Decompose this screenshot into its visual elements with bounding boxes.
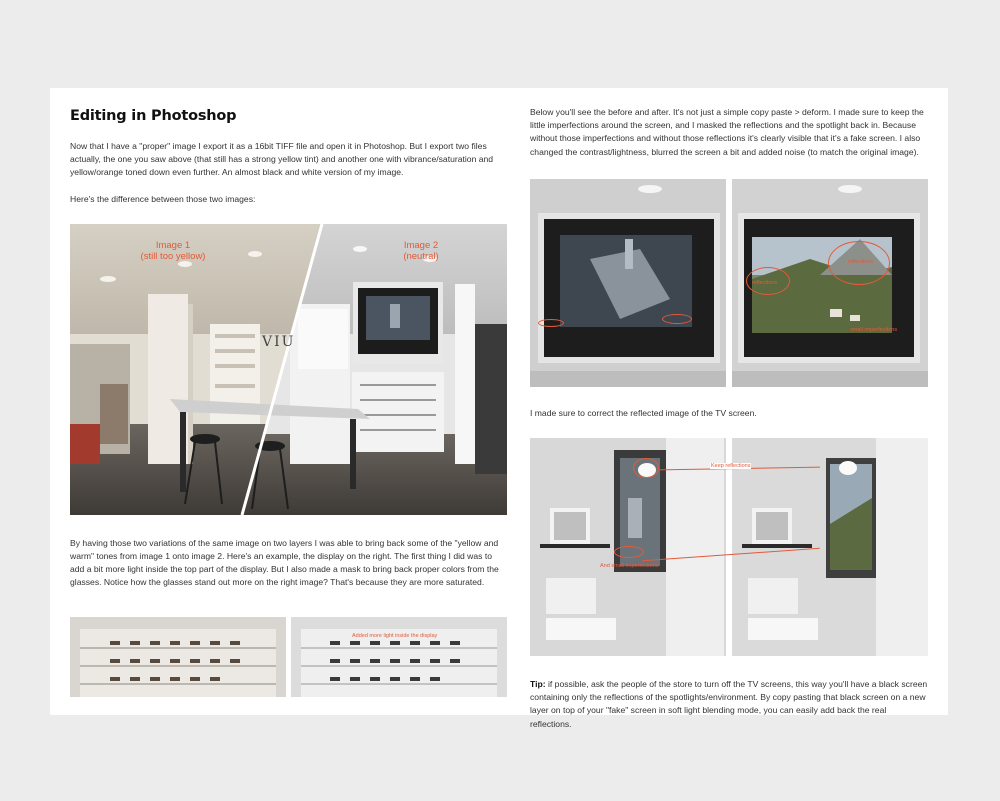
annotation-small-imperfections: small imperfections (850, 326, 898, 333)
image2-subtitle: (neutral) (403, 250, 439, 262)
tip-label: Tip: (530, 679, 546, 690)
annotation-more-light: Added more light inside the display (352, 632, 438, 639)
annotation-ring-keep-reflections (633, 458, 659, 478)
paragraph-intro: Now that I have a "proper" image I export it as a 16bit TIFF file and open it in Photoshop. But I export two files actually, the one you saw above (that still has a strong yellow tint) and another one with vibrance/saturation and yellow/orange toned down even further. An almost black and white version of my image. (70, 141, 494, 178)
glasses-display-photo (70, 617, 507, 697)
paragraph-layers: By having those two variations of the same image on two layers I was able to bring back some of the "yellow and warm" tones from image 1 onto image 2. Here's an example, the display on the right. The first thing I did was to add a bit more light inside the top part of the display. But I also made a mask to bring back proper colors from the glasses. Notice how the glasses stand out more on the right image? That's because they are more saturated. (70, 537, 499, 588)
annotation-ring-small-imperfections (614, 546, 644, 558)
image-comparison-display (70, 617, 507, 697)
image1-subtitle: (still too yellow) (140, 250, 206, 262)
paragraph-before-after: Below you'll see the before and after. It's not just a simple copy paste > deform. I made sure to keep the little imperfections around the screen, and I masked the reflections and the spotlight back in. Because without those imperfections and without those reflections it's clearly visible that it's a fake screen. I also changed the contrast/lightness, blurred the screen a bit and added noise (to match the original image). (530, 107, 924, 157)
paragraph-difference: Here's the difference between those two images: (70, 193, 256, 204)
paragraph-reflected: I made sure to correct the reflected image of the TV screen. (530, 407, 757, 418)
image-comparison-tv (530, 179, 928, 387)
annotation-ring-corner-left (538, 319, 564, 327)
reflection-photo (530, 438, 928, 656)
annotation-reflections-right: reflections (848, 258, 874, 265)
article-page (50, 88, 948, 729)
annotation-keep-reflections: Keep reflections (711, 463, 751, 470)
section-heading: Editing in Photoshop (70, 108, 237, 124)
image2-label (366, 240, 476, 262)
image-comparison-reflection (530, 438, 928, 656)
tip-text: if possible, ask the people of the store to turn off the TV screens, this way you'll have a black screen containing only the reflections of the spotlights/environment. By copy pasting that black screen on a new layer on top of your "fake" screen in soft light blending mode, you can easily add back the real reflections. (530, 679, 928, 729)
image1-label (118, 240, 228, 262)
store-logo: VIU (262, 333, 296, 350)
image2-title: Image 2 (403, 239, 439, 251)
image-comparison-store (70, 224, 507, 515)
right-column (530, 106, 928, 731)
left-column (70, 108, 507, 697)
store-interior-photo (70, 224, 507, 515)
paragraph-tip (530, 678, 928, 731)
annotation-ring-imperfection-left (662, 314, 692, 324)
annotation-reflections-left: reflections (752, 279, 778, 286)
annotation-and-small-imperfections: And small imperfections (600, 563, 659, 570)
image1-title: Image 1 (155, 239, 191, 251)
